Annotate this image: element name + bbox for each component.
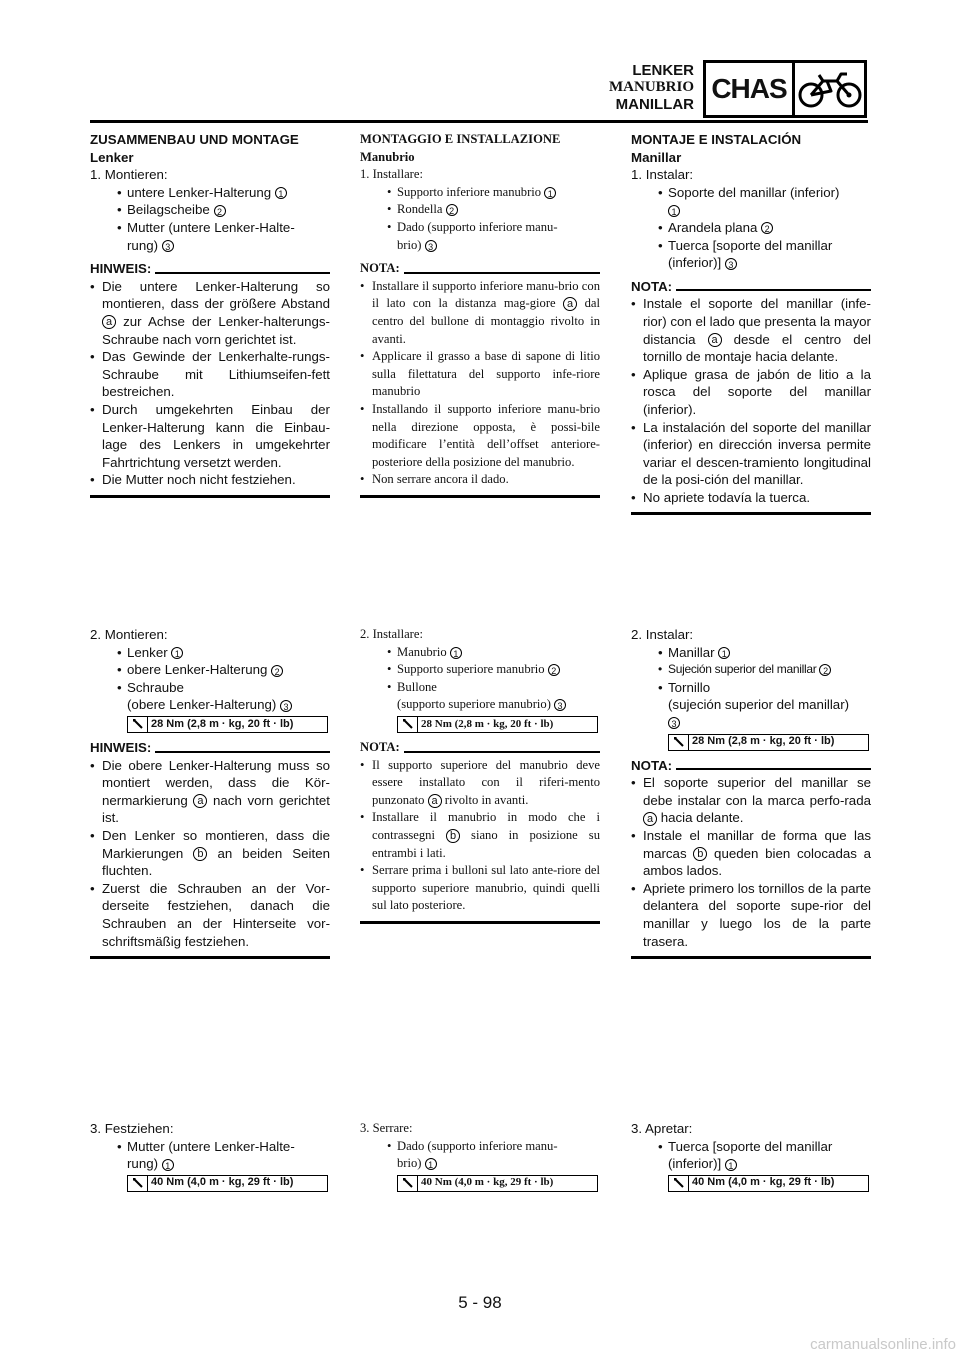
note-item: • El soporte superior del manillar se debe instalar con la marca perfo-rada a hacia delante. bbox=[631, 774, 871, 827]
column-spanish-step3 bbox=[631, 1120, 871, 1192]
header-rule bbox=[90, 120, 868, 123]
list-item: • Soporte del manillar (inferior) 1 bbox=[631, 184, 871, 219]
column-italian-step3 bbox=[360, 1120, 600, 1192]
column-spanish bbox=[631, 131, 871, 515]
torque-spec: 28 Nm (2,8 m · kg, 20 ft · lb) bbox=[397, 716, 598, 733]
column-italian-step2 bbox=[360, 626, 600, 924]
header-titles bbox=[609, 62, 694, 113]
title-it: MANUBRIO bbox=[609, 79, 694, 95]
note-item: • Apriete primero los tornillos de la parte delantera del soporte supe-rior del manillar y luego los de la parte trasera. bbox=[631, 880, 871, 950]
list-item: • Supporto inferiore manubrio 1 bbox=[360, 184, 600, 202]
list-item: • Tornillo (sujeción superior del manillar) 3 bbox=[631, 679, 871, 732]
note-item: • Die Mutter noch nicht festziehen. bbox=[90, 471, 330, 489]
step-label: 3. Apretar: bbox=[631, 1121, 693, 1136]
wrench-icon bbox=[398, 717, 418, 732]
note-header: HINWEIS: bbox=[90, 739, 330, 757]
list-item: • obere Lenker-Halterung 2 bbox=[90, 661, 330, 679]
torque-spec: 28 Nm (2,8 m · kg, 20 ft · lb) bbox=[668, 734, 869, 751]
list-item: • Manubrio 1 bbox=[360, 644, 600, 662]
title-es: MANILLAR bbox=[615, 96, 694, 113]
note-header: NOTA: bbox=[631, 278, 871, 296]
note-item: • Instale el soporte del manillar (infe-rior) con el lado que presenta la mayor distancia a desde el centro del tornillo de montaje hacia delante. bbox=[631, 295, 871, 365]
list-item: • Rondella 2 bbox=[360, 201, 600, 219]
torque-spec: 40 Nm (4,0 m · kg, 29 ft · lb) bbox=[127, 1175, 328, 1192]
list-item: • Sujeción superior del manillar 2 bbox=[631, 661, 871, 679]
motorcycle-icon bbox=[795, 63, 864, 115]
note-item: • Serrare prima i bulloni sul lato ante-riore del supporto superiore manubrio, quindi quelli sul lato posteriore. bbox=[360, 862, 600, 915]
step-label: 2. Montieren: bbox=[90, 627, 168, 642]
subheading: Lenker bbox=[90, 149, 134, 165]
torque-spec: 40 Nm (4,0 m · kg, 29 ft · lb) bbox=[397, 1175, 598, 1192]
note-header: NOTA: bbox=[631, 757, 871, 775]
list-item: • Mutter (untere Lenker-Halte- rung) 1 bbox=[90, 1138, 330, 1173]
watermark: carmanualsonline.info bbox=[810, 1336, 956, 1353]
page-number: 5 - 98 bbox=[458, 1293, 502, 1312]
column-german bbox=[90, 131, 330, 498]
note-item: • Durch umgekehrten Einbau der Lenker-Halterung kann die Einbau-lage des Lenkers in umgekehrter Fahrtrichtung versetzt werden. bbox=[90, 401, 330, 471]
note-item: • Das Gewinde der Lenkerhalte-rungs-Schraube mit Lithiumseifen-fett bestreichen. bbox=[90, 348, 330, 401]
note-item: • La instalación del soporte del manillar (inferior) en dirección inversa permite variar el descen-tramiento longitudinal de la posi-ción del manillar. bbox=[631, 419, 871, 489]
step-label: 1. Montieren: bbox=[90, 167, 168, 183]
column-german-step2 bbox=[90, 626, 330, 959]
list-item: • Dado (supporto inferiore manu- brio) 3 bbox=[360, 219, 600, 254]
list-item: • Beilagscheibe 2 bbox=[90, 201, 330, 219]
note-end-rule bbox=[90, 495, 330, 498]
list-item: • Tuerca [soporte del manillar (inferior)] 1 bbox=[631, 1138, 871, 1173]
note-item: • Zuerst die Schrauben an der Vor-derseite festziehen, danach die Schrauben an der Hinterseite vor-schriftsmäßig festziehen. bbox=[90, 880, 330, 950]
list-item: • Manillar 1 bbox=[631, 644, 871, 662]
section-label: CHAS bbox=[706, 63, 795, 115]
title-de: LENKER bbox=[632, 62, 694, 79]
note-item: • No apriete todavía la tuerca. bbox=[631, 489, 871, 507]
note-end-rule bbox=[631, 956, 871, 959]
note-item: • Installare il supporto inferiore manu-brio con il lato con la distanza mag-giore a dal centro del bullone di montaggio rivolto in avanti. bbox=[360, 278, 600, 348]
torque-spec: 40 Nm (4,0 m · kg, 29 ft · lb) bbox=[668, 1175, 869, 1192]
note-item: • Applicare il grasso a base di sapone di litio sulla filettatura del supporto infe-riore manubrio bbox=[360, 348, 600, 401]
list-item: • Mutter (untere Lenker-Halte- rung) 3 bbox=[90, 219, 330, 254]
step-label: 3. Festziehen: bbox=[90, 1121, 174, 1136]
note-item: • Non serrare ancora il dado. bbox=[360, 471, 600, 489]
note-item: • Instale el manillar de forma que las marcas b queden bien colocadas a ambos lados. bbox=[631, 827, 871, 880]
note-end-rule bbox=[360, 921, 600, 924]
list-item: • Dado (supporto inferiore manu- brio) 1 bbox=[360, 1138, 600, 1173]
note-item: • Il supporto superiore del manubrio deve essere installato con il riferi-mento punzonato a rivolto in avanti. bbox=[360, 757, 600, 810]
note-end-rule bbox=[360, 495, 600, 498]
column-italian bbox=[360, 131, 600, 498]
list-item: • Schraube (obere Lenker-Halterung) 3 bbox=[90, 679, 330, 714]
step-label: 2. Instalar: bbox=[631, 627, 694, 642]
wrench-icon bbox=[669, 1176, 689, 1191]
step-label: 1. Installare: bbox=[360, 167, 423, 182]
column-german-step3 bbox=[90, 1120, 330, 1192]
wrench-icon bbox=[128, 717, 148, 732]
heading: ZUSAMMENBAU UND MONTAGE bbox=[90, 132, 299, 147]
list-item: • untere Lenker-Halterung 1 bbox=[90, 184, 330, 202]
note-item: • Installando il supporto inferiore manu-brio nella direzione opposta, è possi-bile modificare l’entità dell’offset anteriore-posteriore della posizione del manubrio. bbox=[360, 401, 600, 471]
note-item: • Die untere Lenker-Halterung so montieren, dass der größere Abstand a zur Achse der Lenker-halterungs-Schraube nach vorn gerichtet ist. bbox=[90, 278, 330, 348]
list-item: • Lenker 1 bbox=[90, 644, 330, 662]
section-badge bbox=[703, 60, 867, 118]
note-end-rule bbox=[90, 956, 330, 959]
list-item: • Tuerca [soporte del manillar (inferior)] 3 bbox=[631, 237, 871, 272]
wrench-icon bbox=[669, 735, 689, 750]
torque-spec: 28 Nm (2,8 m · kg, 20 ft · lb) bbox=[127, 716, 328, 733]
subheading: Manubrio bbox=[360, 149, 415, 164]
note-header: NOTA: bbox=[360, 260, 600, 278]
note-header: HINWEIS: bbox=[90, 260, 330, 278]
note-item: • Die obere Lenker-Halterung muss so montiert werden, dass die Kör-nermarkierung a nach vorn gerichtet ist. bbox=[90, 757, 330, 827]
step-label: 3. Serrare: bbox=[360, 1121, 413, 1135]
wrench-icon bbox=[128, 1176, 148, 1191]
note-item: • Installare il manubrio in modo che i contrassegni b siano in posizione su entrambi i lati. bbox=[360, 809, 600, 862]
wrench-icon bbox=[398, 1176, 418, 1191]
step-label: 1. Instalar: bbox=[631, 167, 694, 183]
column-spanish-step2 bbox=[631, 626, 871, 959]
note-item: • Den Lenker so montieren, dass die Markierungen b an beiden Seiten fluchten. bbox=[90, 827, 330, 880]
list-item: • Arandela plana 2 bbox=[631, 219, 871, 237]
list-item: • Supporto superiore manubrio 2 bbox=[360, 661, 600, 679]
note-end-rule bbox=[631, 512, 871, 515]
note-header: NOTA: bbox=[360, 739, 600, 757]
heading: MONTAGGIO E INSTALLAZIONE bbox=[360, 132, 561, 146]
list-item: • Bullone (supporto superiore manubrio) 3 bbox=[360, 679, 600, 714]
subheading: Manillar bbox=[631, 149, 682, 165]
heading: MONTAJE E INSTALACIÓN bbox=[631, 132, 802, 147]
note-item: • Aplique grasa de jabón de litio a la rosca del soporte del manillar (inferior). bbox=[631, 366, 871, 419]
step-label: 2. Installare: bbox=[360, 627, 423, 641]
